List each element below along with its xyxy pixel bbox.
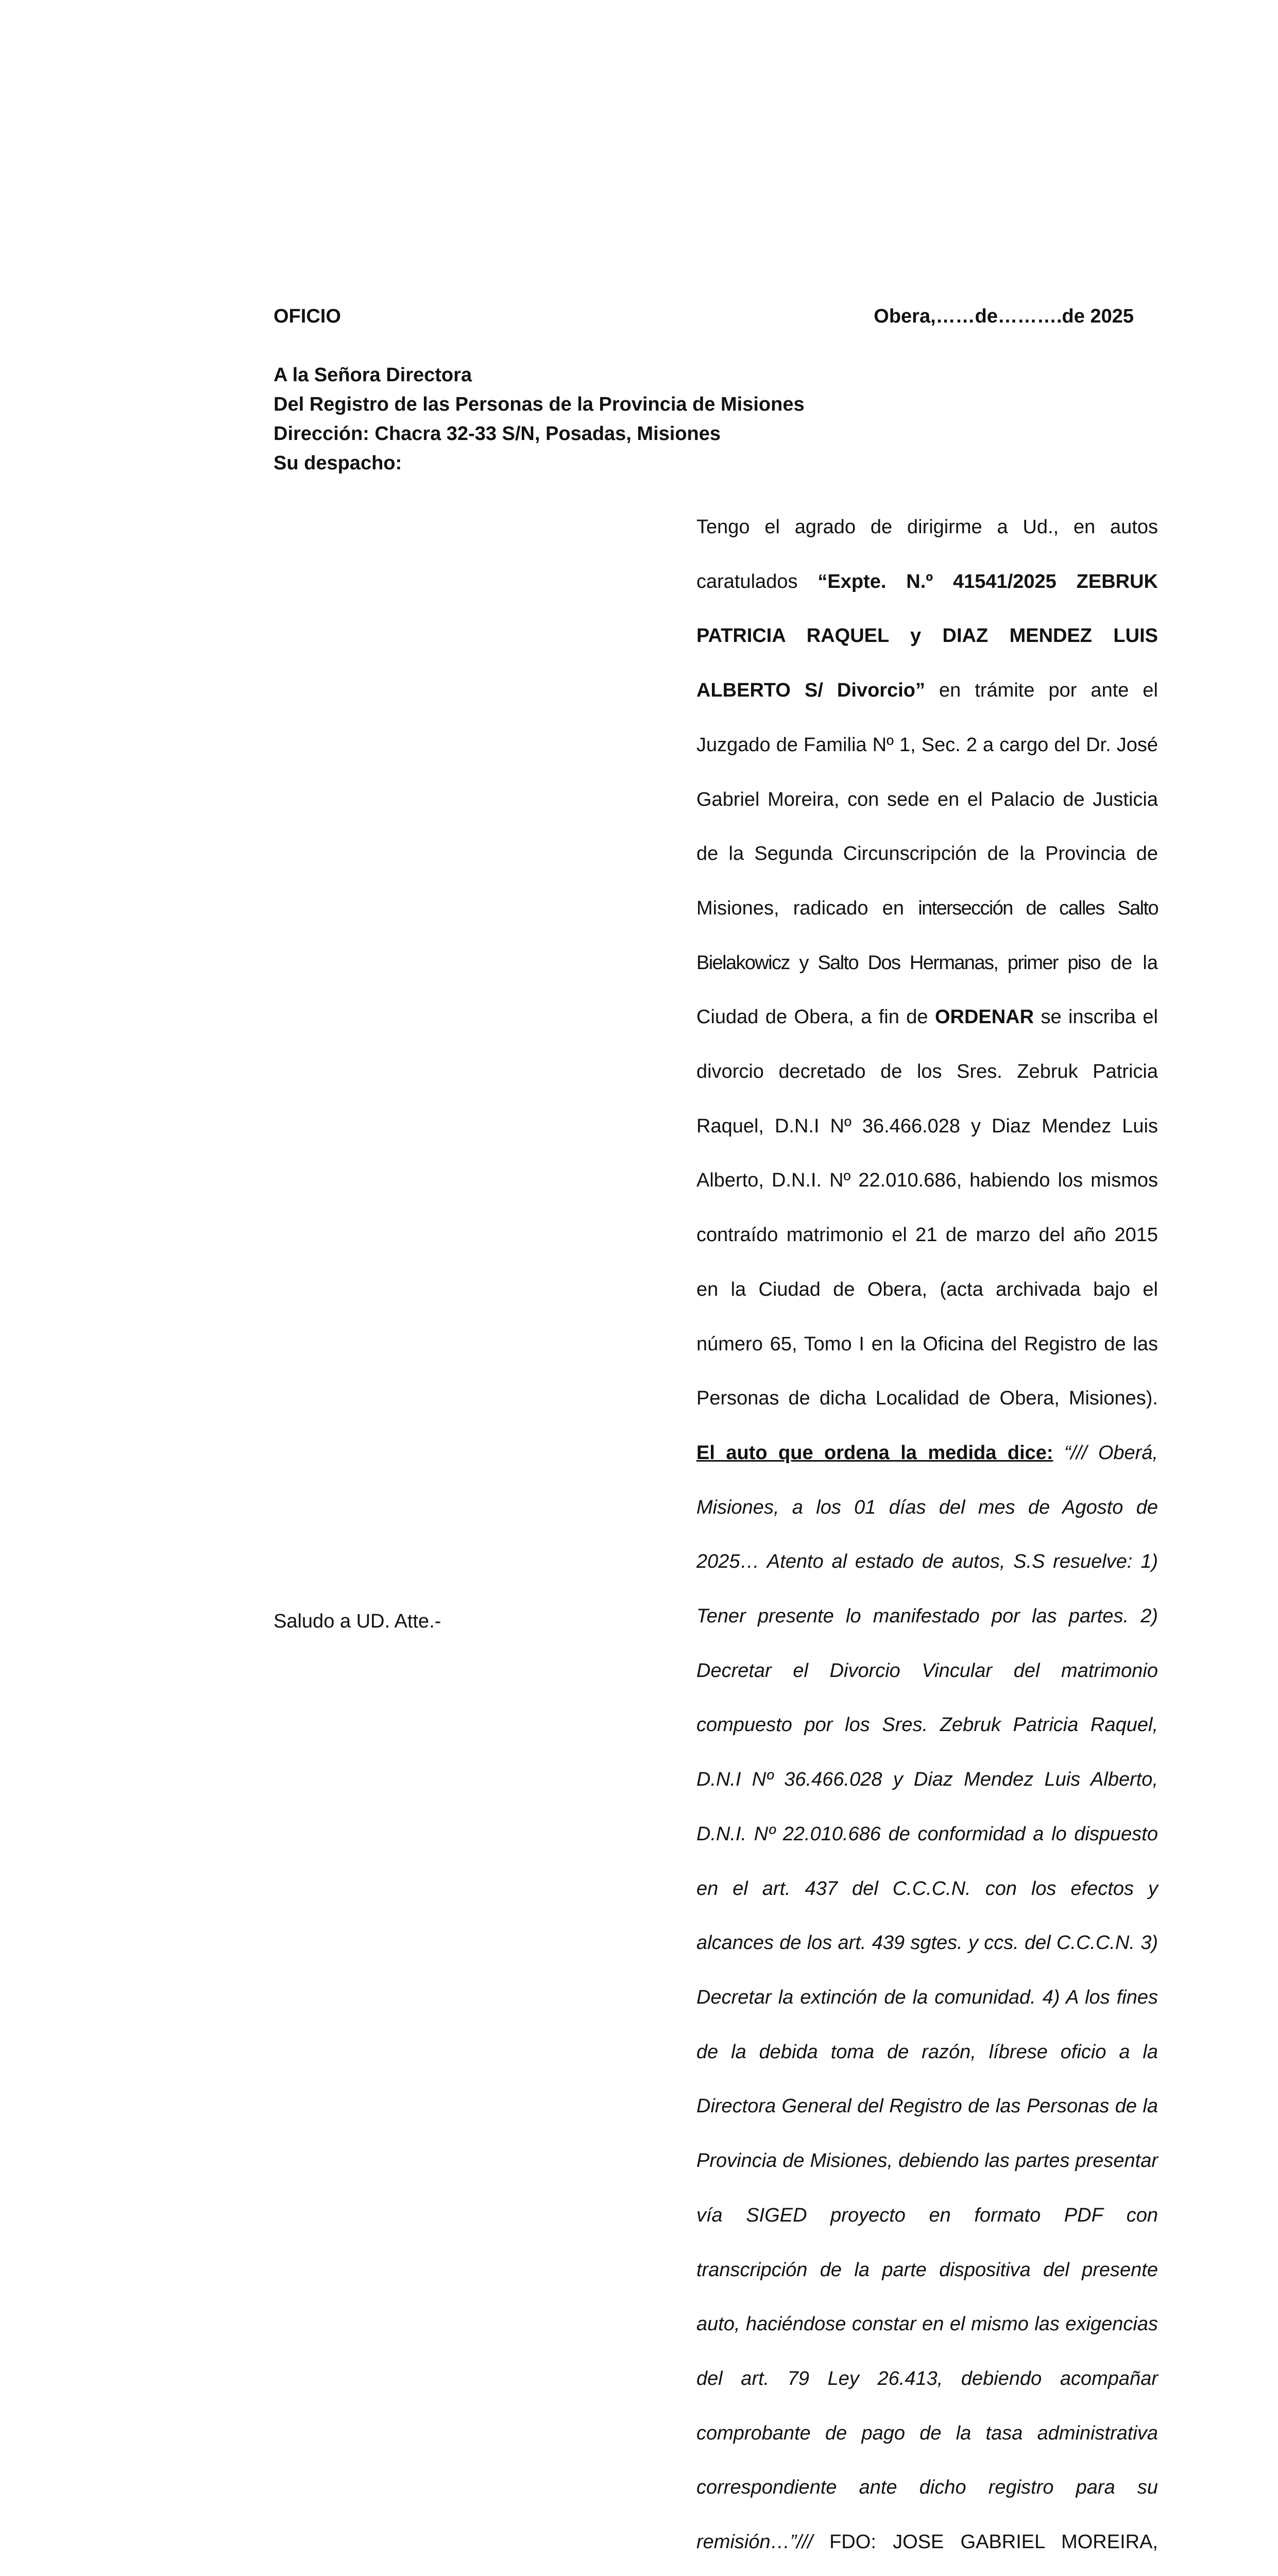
body-paragraph	[274, 500, 1158, 2576]
document-date: Obera,……de……….de 2025	[874, 306, 1134, 327]
address-line-1: A la Señora Directora	[274, 364, 472, 386]
signature-line: FDO: JOSE GABRIEL MOREIRA,	[829, 2531, 1158, 2553]
header	[274, 301, 1134, 331]
order-word: ORDENAR	[934, 1006, 1034, 1028]
case-title: “Expte. N.º 41541/2025 ZEBRUK PATRICIA RAQUEL y DIAZ MENDEZ LUIS ALBERTO S/ Divorcio”	[696, 570, 1158, 702]
closing-salutation: Saludo a UD. Atte.-	[274, 1611, 441, 1632]
opening-text: Tengo el agrado de dirigirme a Ud., en autos caratulados	[696, 516, 1158, 592]
quoted-resolution: “/// Oberá, Misiones, a los 01 días del mes de Agosto de 2025… Atento al estado de autos, S.S resuelve: 1) Tener presente lo manifestado por las partes. 2) Decretar el Divorcio Vincular del matrimonio compuesto por los Sres. Zebruk Patricia Raquel, D.N.I Nº 36.466.028 y Diaz Mendez Luis Alberto, D.N.I. Nº 22.010.686 de conformidad a lo dispuesto en el art. 437 del C.C.C.N. con los efectos y alcances de los art. 439 sgtes. y ccs. del C.C.C.N. 3) Decretar la extinción de la comunidad. 4) A los fines de la debida toma de razón, líbrese oficio a la Directora General del Registro de las Personas de la Provincia de Misiones, debiendo las partes presentar vía SIGED proyecto en formato PDF con transcripción de la parte dispositiva del presente auto, haciéndose constar en el mismo las exigencias del art. 79 Ley 26.413, debiendo acompañar comprobante de pago de la tasa administrativa correspondiente ante dicho registro para su remisión…”///	[696, 1442, 1158, 2553]
document-title: OFICIO	[274, 306, 341, 327]
auto-heading: El auto que ordena la medida dice:	[696, 1442, 1053, 1464]
court-text: en trámite por ante el Juzgado de Familia Nº 1, Sec. 2 a cargo del Dr. José Gabriel Moreira, con sede en el Palacio de Justicia de la Segunda Circunscripción de la Provincia de Misiones, radicado en	[696, 680, 1158, 919]
order-text: se inscriba el divorcio decretado de los Sres. Zebruk Patricia Raquel, D.N.I Nº 36.466.028 y Diaz Mendez Luis Alberto, D.N.I. Nº 22.010.686, habiendo los mismos contraído matrimonio el 21 de marzo del año 2015 en la Ciudad de Obera, (acta archivada bajo el número 65, Tomo I en la Oficina del Registro de las Personas de dicha Localidad de Obera, Misiones).	[696, 1006, 1158, 1410]
address-line-3: Dirección: Chacra 32-33 S/N, Posadas, Misiones	[274, 423, 721, 445]
purpose-text: de la Ciudad de Obera, a fin de	[696, 952, 1158, 1028]
location-text: intersección de calles Salto Bielakowicz y Salto Dos Hermanas, primer piso	[696, 897, 1158, 974]
recipient-address	[274, 361, 1149, 478]
letter-body	[274, 500, 1158, 2576]
address-line-4: Su despacho:	[274, 452, 402, 474]
address-line-2: Del Registro de las Personas de la Provincia de Misiones	[274, 394, 805, 415]
